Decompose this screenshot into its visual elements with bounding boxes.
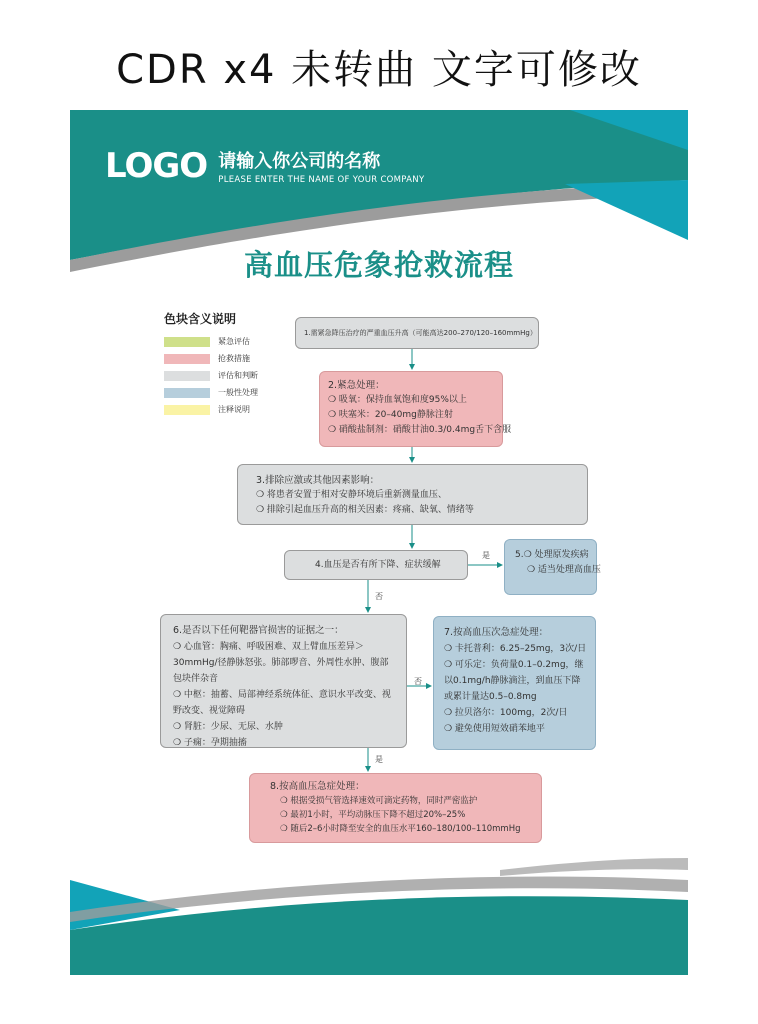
step-6-line: ❍ 心血管：胸痛、呼吸困难、双上臂血压差异＞30mmHg/径静脉怒张。肺部啰音、外周性水肿、腹部包块伴杂音 [173,642,389,684]
banner-text: CDR x4 未转曲 文字可修改 [116,47,642,93]
step-6-line: ❍ 中枢：抽蓄、局部神经系统体征、意识水平改变、视野改变、视觉障碍 [173,690,391,716]
step-7-box [433,616,596,750]
step-2-box [319,371,512,447]
legend-label: 紧急评估 [218,337,250,346]
legend-label: 抢救措施 [218,354,250,363]
logo-mark: LOGO [105,146,208,186]
step-2-line: ❍ 呋塞米：20–40mg静脉注射 [328,410,453,420]
step-7-line: ❍ 避免使用短效硝苯地平 [444,724,545,734]
step-7-line: ❍ 卡托普利：6.25–25mg，3次/日 [444,644,587,654]
step-8-line: ❍ 随后2–6小时降至安全的血压水平160–180/100–110mmHg [280,824,521,834]
edge-label-yes: 是 [375,755,383,764]
step-6-box [160,614,407,748]
legend-label: 评估和判断 [218,371,258,380]
poster [70,110,688,975]
step-8-line: ❍ 最初1小时，平均动脉压下降不超过20%–25% [280,810,466,820]
step-3-heading: 3.排除应激或其他因素影响： [256,475,380,486]
step-6-heading: 6.是否以下任何靶器官损害的证据之一： [173,625,344,636]
legend-title: 色块含义说明 [164,312,237,326]
step-4-box [284,550,468,580]
step-8-box [249,773,542,843]
step-2-heading: 2.紧急处理： [328,380,385,391]
step-5-line: 5.❍ 处理原发疾病 [515,550,589,560]
step-5-box [504,539,601,595]
step-8-line: ❍ 根据受损气管选择速效可滴定药物，同时严密监护 [280,796,478,806]
step-7-heading: 7.按高血压次急症处理： [444,627,549,638]
step-1-text: 1.需紧急降压治疗的严重血压升高（可能高达200–270/120–160mmHg） [304,329,537,337]
step-7-line: ❍ 拉贝洛尔：100mg，2次/日 [444,708,568,718]
step-3-line: ❍ 将患者安置于相对安静环境后重新测量血压、 [256,490,447,500]
step-2-line: ❍ 吸氧：保持血氧饱和度95%以上 [328,395,467,405]
company-name-en: PLEASE ENTER THE NAME OF YOUR COMPANY [218,175,425,185]
step-1-box [295,317,539,349]
step-3-line: ❍ 排除引起血压升高的相关因素：疼痛、缺氧、情绪等 [256,505,474,515]
step-6-line: ❍ 肾脏：少尿、无尿、水肿 [173,722,283,732]
company-name-zh: 请输入你公司的名称 [218,151,381,172]
edge-label-yes: 是 [482,551,490,560]
step-4-text: 4.血压是否有所下降、症状缓解 [315,560,441,570]
edge-label-no: 否 [414,677,422,686]
legend-label: 注释说明 [218,405,250,414]
step-7-line: ❍ 可乐定：负荷量0.1–0.2mg，继以0.1mg/h静脉滴注，到血压下降或累计量达0.5–0.8mg [444,660,584,702]
step-3-box [237,464,588,525]
step-2-line: ❍ 硝酸盐制剂：硝酸甘油0.3/0.4mg舌下含服 [328,425,512,435]
top-banner [0,0,758,108]
legend-label: 一般性处理 [218,388,258,397]
step-6-line: ❍ 子痫：孕期抽搐 [173,738,247,748]
step-8-heading: 8.按高血压急症处理： [270,781,365,792]
edge-label-no: 否 [375,592,383,601]
page-title: 高血压危象抢救流程 [243,248,514,282]
step-5-line: ❍ 适当处理高血压 [527,565,601,575]
